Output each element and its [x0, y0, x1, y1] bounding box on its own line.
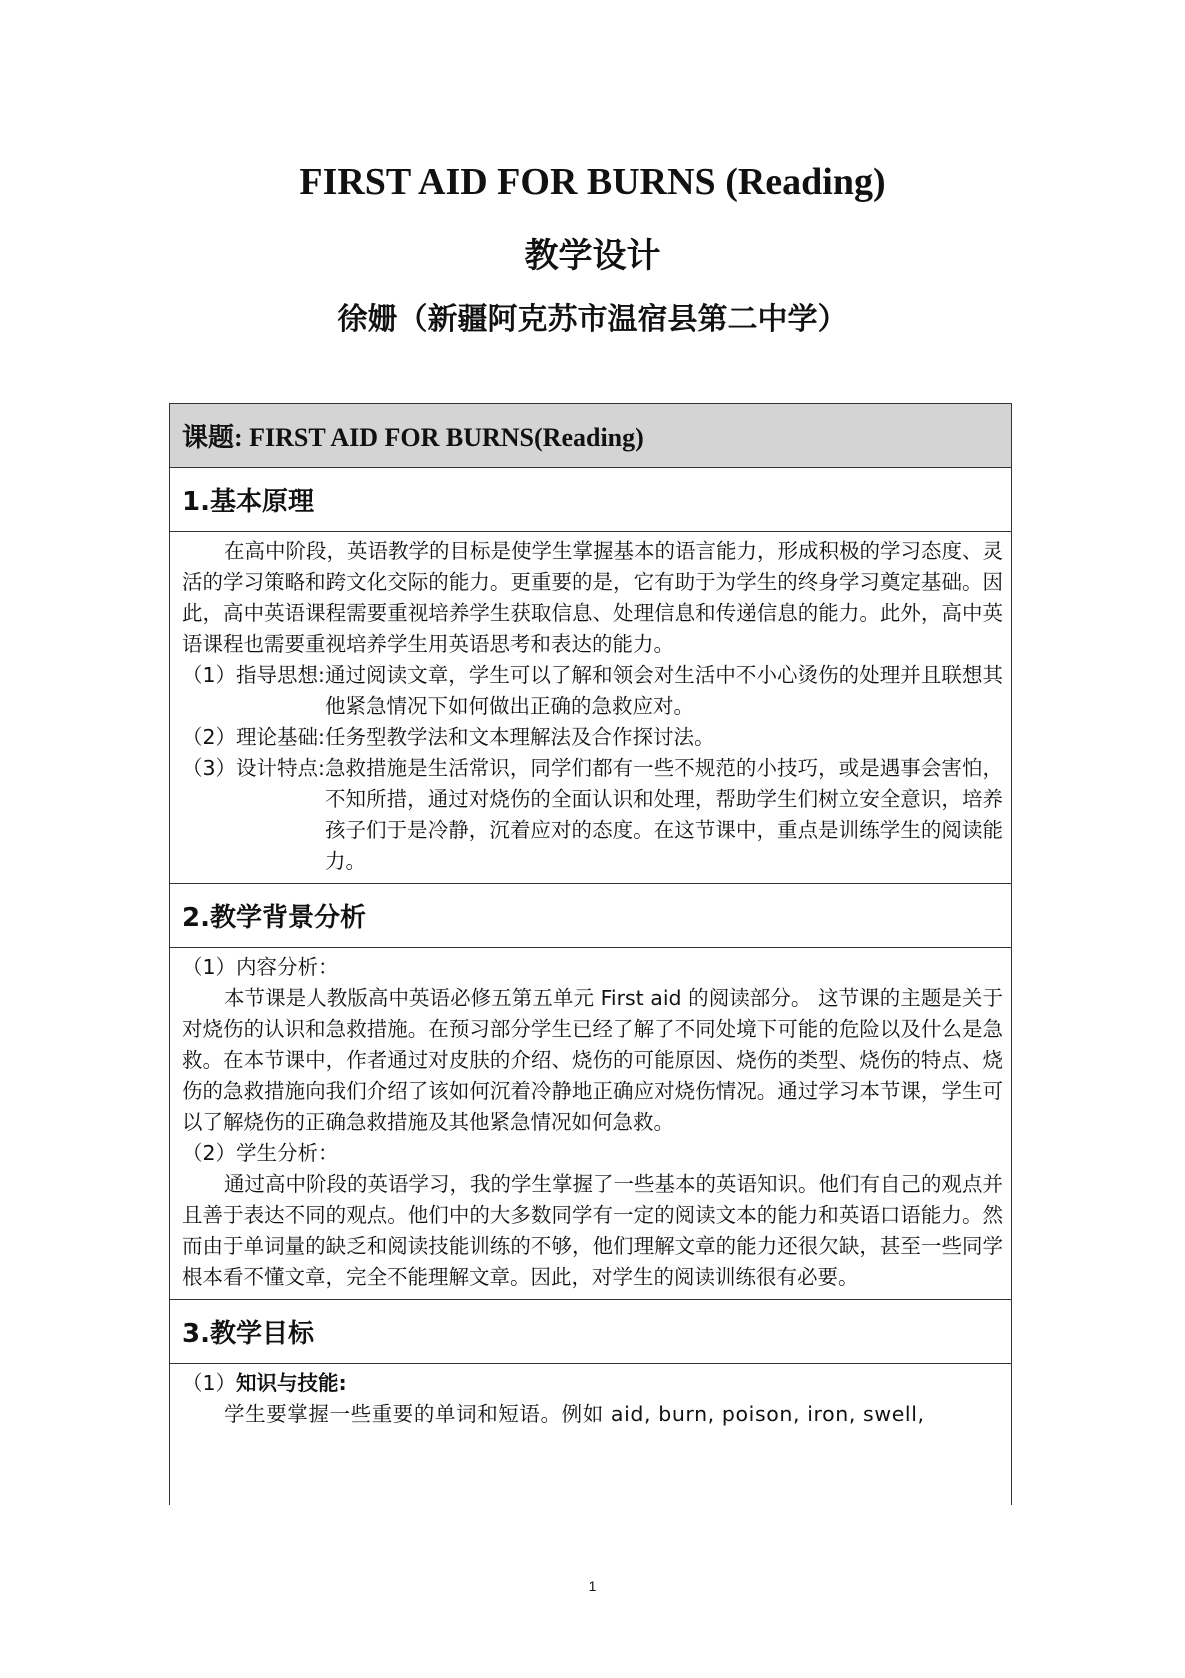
- student-analysis-label: （2）学生分析：: [182, 1141, 339, 1165]
- document-title: FIRST AID FOR BURNS (Reading): [299, 161, 886, 203]
- guiding-idea-item: [182, 660, 1003, 722]
- section-1-intro: 在高中阶段，英语教学的目标是使学生掌握基本的语言能力，形成积极的学习态度、灵活的学习策略和跨文化交际的能力。更重要的是，它有助于为学生的终身学习奠定基础。因此，高中英语课程需要重视培养学生获取信息、处理信息和传递信息的能力。此外，高中英语课程也需要重视培养学生用英语思考和表达的能力。: [182, 539, 1003, 656]
- content-analysis-text: 本节课是人教版高中英语必修五第五单元 First aid 的阅读部分。 这节课的主题是关于对烧伤的认识和急救措施。在预习部分学生已经了解了不同处境下可能的危险以及什么是急救。在本节课中，作者通过对皮肤的介绍、烧伤的可能原因、烧伤的类型、烧伤的特点、烧伤的急救措施向我们介绍了该如何沉着冷静地正确应对烧伤情况。通过学习本节课，学生可以了解烧伤的正确急救措施及其他紧急情况如何急救。: [182, 986, 1003, 1134]
- section-2-header: [170, 884, 1011, 948]
- section-2-title: 2.教学背景分析: [182, 903, 366, 933]
- section-3-body: [170, 1364, 1011, 1436]
- design-features-item: [182, 753, 1003, 877]
- item-label: （3）设计特点:: [182, 756, 325, 780]
- section-2-body: [170, 948, 1011, 1300]
- knowledge-skills-text: 学生要掌握一些重要的单词和短语。例如 aid, burn, poison, iron, swell,: [224, 1402, 925, 1426]
- section-1-header: [170, 468, 1011, 532]
- topic-text: 课题: FIRST AID FOR BURNS(Reading): [182, 423, 644, 452]
- item-text: 任务型教学法和文本理解法及合作探讨法。: [324, 725, 715, 749]
- section-1-body: [170, 532, 1011, 884]
- section-3-header: [170, 1300, 1011, 1364]
- page-number: 1: [588, 1578, 597, 1594]
- lesson-plan-table: [169, 403, 1012, 1505]
- content-analysis-label: （1）内容分析：: [182, 955, 339, 979]
- author-line: 徐姗（新疆阿克苏市温宿县第二中学）: [337, 302, 848, 337]
- item-label: （1）指导思想:: [182, 663, 325, 687]
- student-analysis-text: 通过高中阶段的英语学习，我的学生掌握了一些基本的英语知识。他们有自己的观点并且善于表达不同的观点。他们中的大多数同学有一定的阅读文本的能力和英语口语能力。然而由于单词量的缺乏和阅读技能训练的不够，他们理解文章的能力还很欠缺，甚至一些同学根本看不懂文章，完全不能理解文章。因此，对学生的阅读训练很有必要。: [182, 1172, 1003, 1289]
- label-bold: 知识与技能:: [236, 1371, 347, 1395]
- knowledge-skills-label: [182, 1368, 1003, 1399]
- item-text: 通过阅读文章，学生可以了解和领会对生活中不小心烫伤的处理并且联想其他紧急情况下如何做出正确的急救应对。: [324, 663, 1003, 718]
- section-1-title: 1.基本原理: [182, 487, 314, 517]
- label-prefix: （1）: [182, 1371, 237, 1395]
- topic-header: [170, 404, 1011, 468]
- theory-basis-item: [182, 722, 1003, 753]
- item-text: 急救措施是生活常识，同学们都有一些不规范的小技巧，或是遇事会害怕，不知所措，通过对烧伤的全面认识和处理，帮助学生们树立安全意识，培养孩子们于是冷静，沉着应对的态度。在这节课中，重点是训练学生的阅读能力。: [324, 756, 1003, 873]
- section-3-title: 3.教学目标: [182, 1319, 314, 1349]
- document-subtitle: 教学设计: [524, 236, 661, 276]
- item-label: （2）理论基础:: [182, 725, 325, 749]
